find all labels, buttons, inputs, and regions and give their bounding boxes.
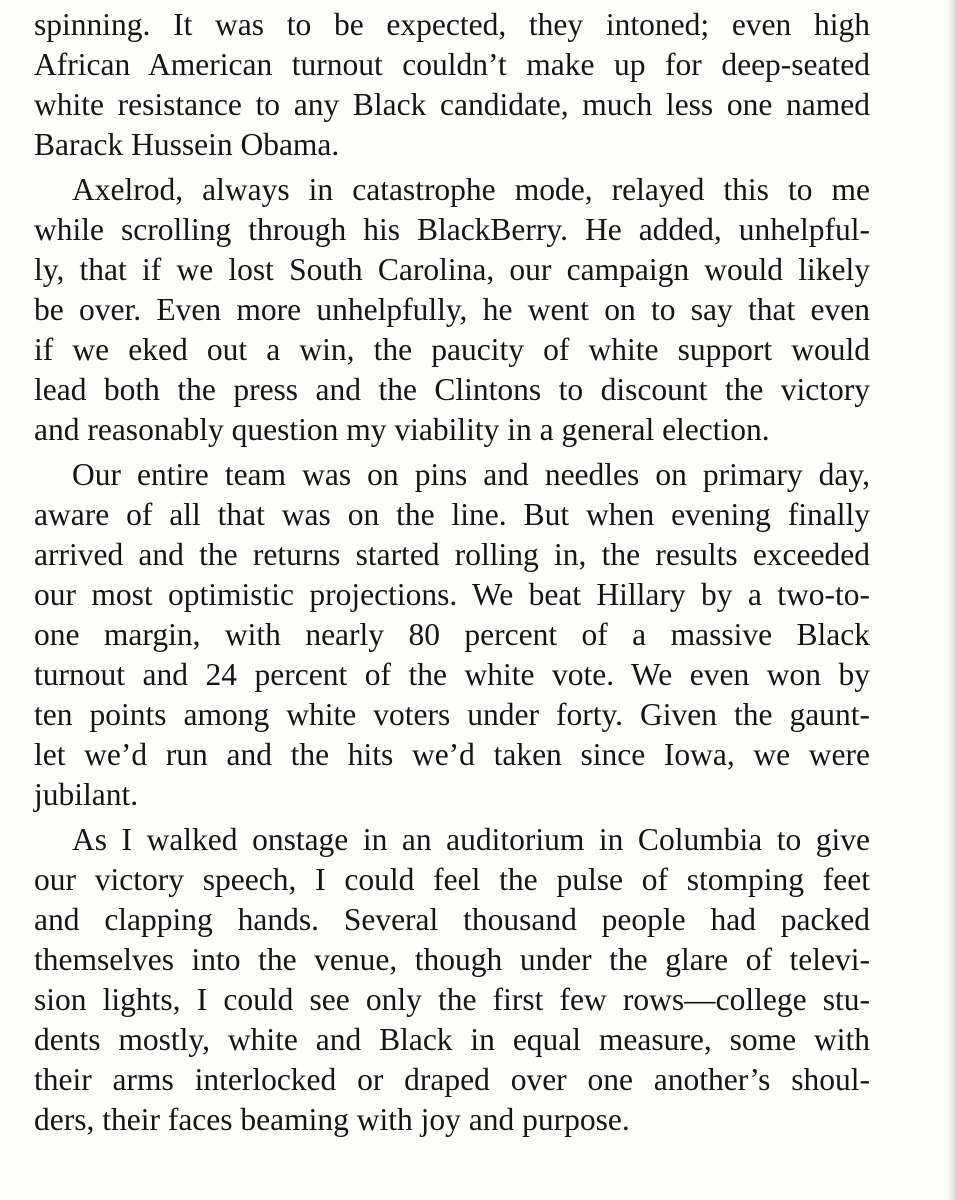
paragraph-4	[34, 820, 870, 1140]
text-line: and clapping hands. Several thousand people had packed	[34, 902, 870, 937]
text-line: lead both the press and the Clintons to discount the victory	[34, 372, 870, 407]
text-line: Barack Hussein Obama.	[34, 127, 340, 162]
paragraph-1	[34, 5, 870, 165]
text-line: Axelrod, always in catastrophe mode, relayed this to me	[72, 172, 870, 207]
page-edge-shadow	[947, 0, 957, 1200]
text-line: African American turnout couldn’t make up for deep-seated	[34, 47, 870, 82]
text-line: one margin, with nearly 80 percent of a massive Black	[34, 617, 870, 652]
text-line: jubilant.	[34, 777, 139, 812]
page-text	[34, 5, 870, 1145]
text-line: ders, their faces beaming with joy and purpose.	[34, 1102, 630, 1137]
text-line: while scrolling through his BlackBerry. He added, unhelpful-	[34, 212, 870, 247]
text-line: aware of all that was on the line. But when evening finally	[34, 497, 870, 532]
text-line: turnout and 24 percent of the white vote. We even won by	[34, 657, 870, 692]
text-line: Our entire team was on pins and needles on primary day,	[72, 457, 870, 492]
text-line: white resistance to any Black candidate, much less one named	[34, 87, 870, 122]
text-line: ten points among white voters under forty. Given the gaunt-	[34, 697, 870, 732]
paragraph-2	[34, 170, 870, 450]
text-line: let we’d run and the hits we’d taken since Iowa, we were	[34, 737, 870, 772]
text-line: be over. Even more unhelpfully, he went on to say that even	[34, 292, 870, 327]
text-line: As I walked onstage in an auditorium in Columbia to give	[72, 822, 870, 857]
text-line: sion lights, I could see only the first few rows—college stu-	[34, 982, 870, 1017]
text-line: our victory speech, I could feel the pulse of stomping feet	[34, 862, 870, 897]
paragraph-3	[34, 455, 870, 815]
text-line: arrived and the returns started rolling in, the results exceeded	[34, 537, 870, 572]
text-line: themselves into the venue, though under the glare of televi-	[34, 942, 870, 977]
text-line: our most optimistic projections. We beat Hillary by a two-to-	[34, 577, 870, 612]
text-line: and reasonably question my viability in a general election.	[34, 412, 770, 447]
text-line: dents mostly, white and Black in equal measure, some with	[34, 1022, 870, 1057]
text-line: spinning. It was to be expected, they intoned; even high	[34, 7, 870, 42]
text-line: if we eked out a win, the paucity of white support would	[34, 332, 870, 367]
text-line: ly, that if we lost South Carolina, our campaign would likely	[34, 252, 870, 287]
text-line: their arms interlocked or draped over one another’s shoul-	[34, 1062, 870, 1097]
